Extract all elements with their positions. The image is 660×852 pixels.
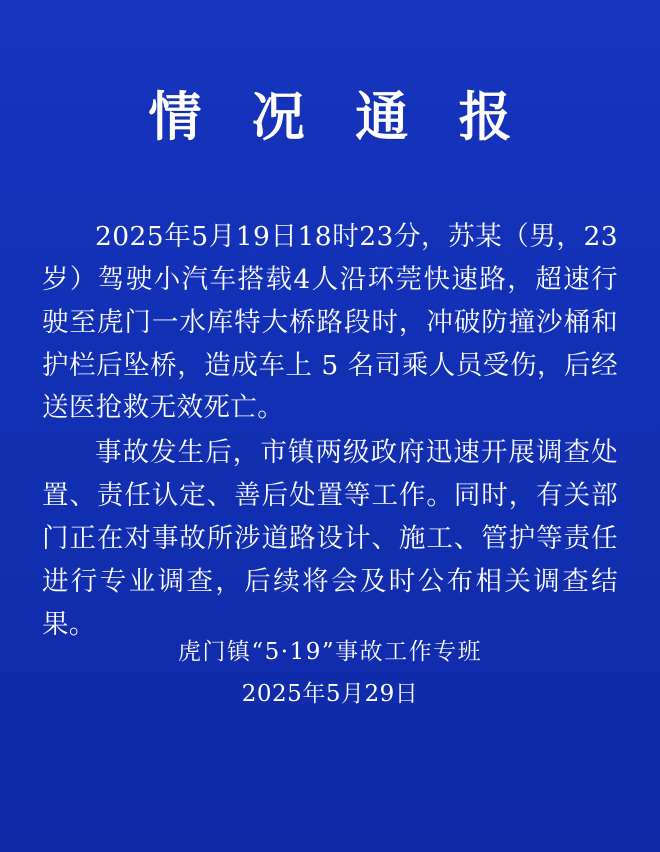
paragraph-2: 事故发生后，市镇两级政府迅速开展调查处置、责任认定、善后处置等工作。同时，有关部门正在对事故所涉道路设计、施工、管护等责任进行专业调查，后续将会及时公布相关调查结果。	[42, 437, 618, 641]
page-title: 情 况 通 报	[148, 86, 528, 148]
signature-issuer: 虎门镇“5·19”事故工作专班	[177, 638, 483, 665]
signature-date: 2025年5月29日	[241, 681, 419, 708]
signature-block	[0, 631, 660, 716]
document-body	[42, 216, 618, 647]
paragraph-1: 2025年5月19日18时23分，苏某（男，23岁）驾驶小汽车搭载4人沿环莞快速路，超速行驶至虎门一水库特大桥路段时，冲破防撞沙桶和护栏后坠桥，造成车上 5 名司乘人员受伤，后经送医抢救无效死亡。	[42, 220, 618, 424]
